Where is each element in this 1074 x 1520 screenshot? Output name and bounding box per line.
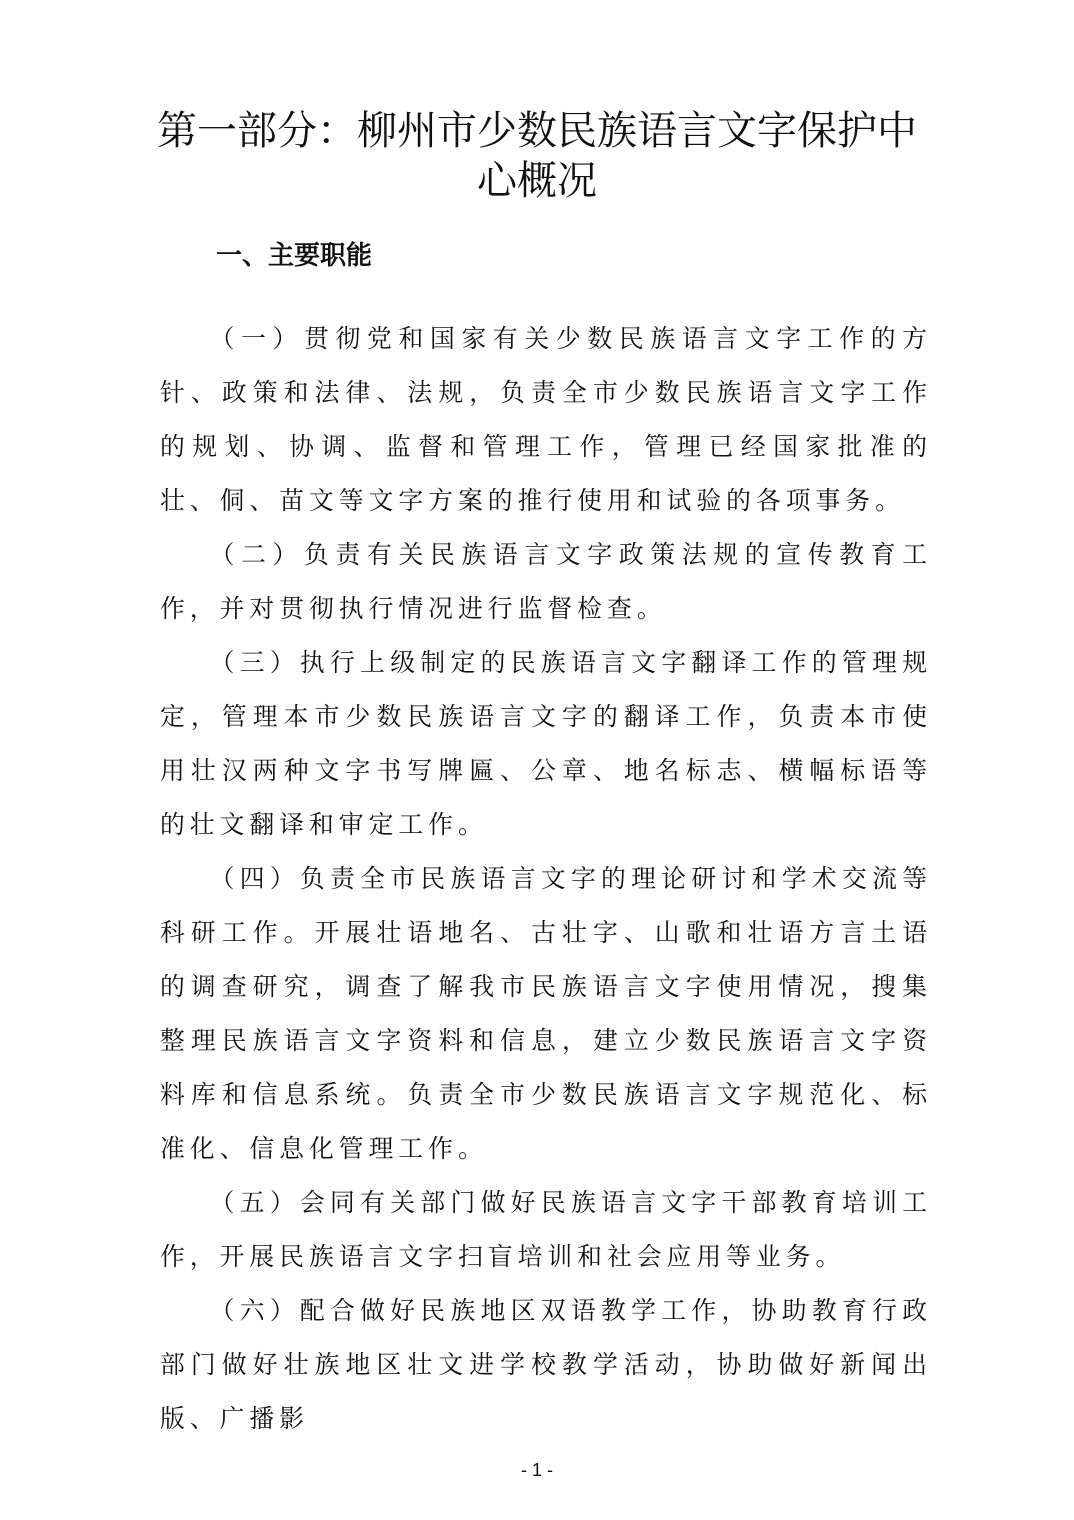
paragraph-2: （二）负责有关民族语言文字政策法规的宣传教育工作，并对贯彻执行情况进行监督检查。: [160, 540, 932, 623]
document-body: [160, 312, 932, 1446]
title-line-1: 第一部分：柳州市少数民族语言文字保护中: [157, 108, 917, 154]
paragraph-5: （五）会同有关部门做好民族语言文字干部教育培训工作，开展民族语言文字扫盲培训和社会应用等业务。: [160, 1188, 932, 1271]
page-title: [120, 106, 954, 206]
paragraph-4: （四）负责全市民族语言文字的理论研讨和学术交流等科研工作。开展壮语地名、古壮字、山歌和壮语方言土语的调查研究，调查了解我市民族语言文字使用情况，搜集整理民族语言文字资料和信息，建立少数民族语言文字资料库和信息系统。负责全市少数民族语言文字规范化、标准化、信息化管理工作。: [160, 864, 932, 1163]
page-number: - 1 -: [520, 1460, 553, 1480]
paragraph-3: （三）执行上级制定的民族语言文字翻译工作的管理规定，管理本市少数民族语言文字的翻译工作，负责本市使用壮汉两种文字书写牌匾、公章、地名标志、横幅标语等的壮文翻译和审定工作。: [160, 648, 932, 839]
title-line-2: 心概况: [477, 158, 597, 204]
paragraph-1: （一）贯彻党和国家有关少数民族语言文字工作的方针、政策和法律、法规，负责全市少数民族语言文字工作的规划、协调、监督和管理工作，管理已经国家批准的壮、侗、苗文等文字方案的推行使用和试验的各项事务。: [160, 324, 932, 515]
paragraph-6: （六）配合做好民族地区双语教学工作，协助教育行政部门做好壮族地区壮文进学校教学活动，协助做好新闻出版、广播影: [160, 1296, 932, 1433]
section-heading: 一、主要职能: [216, 241, 373, 271]
